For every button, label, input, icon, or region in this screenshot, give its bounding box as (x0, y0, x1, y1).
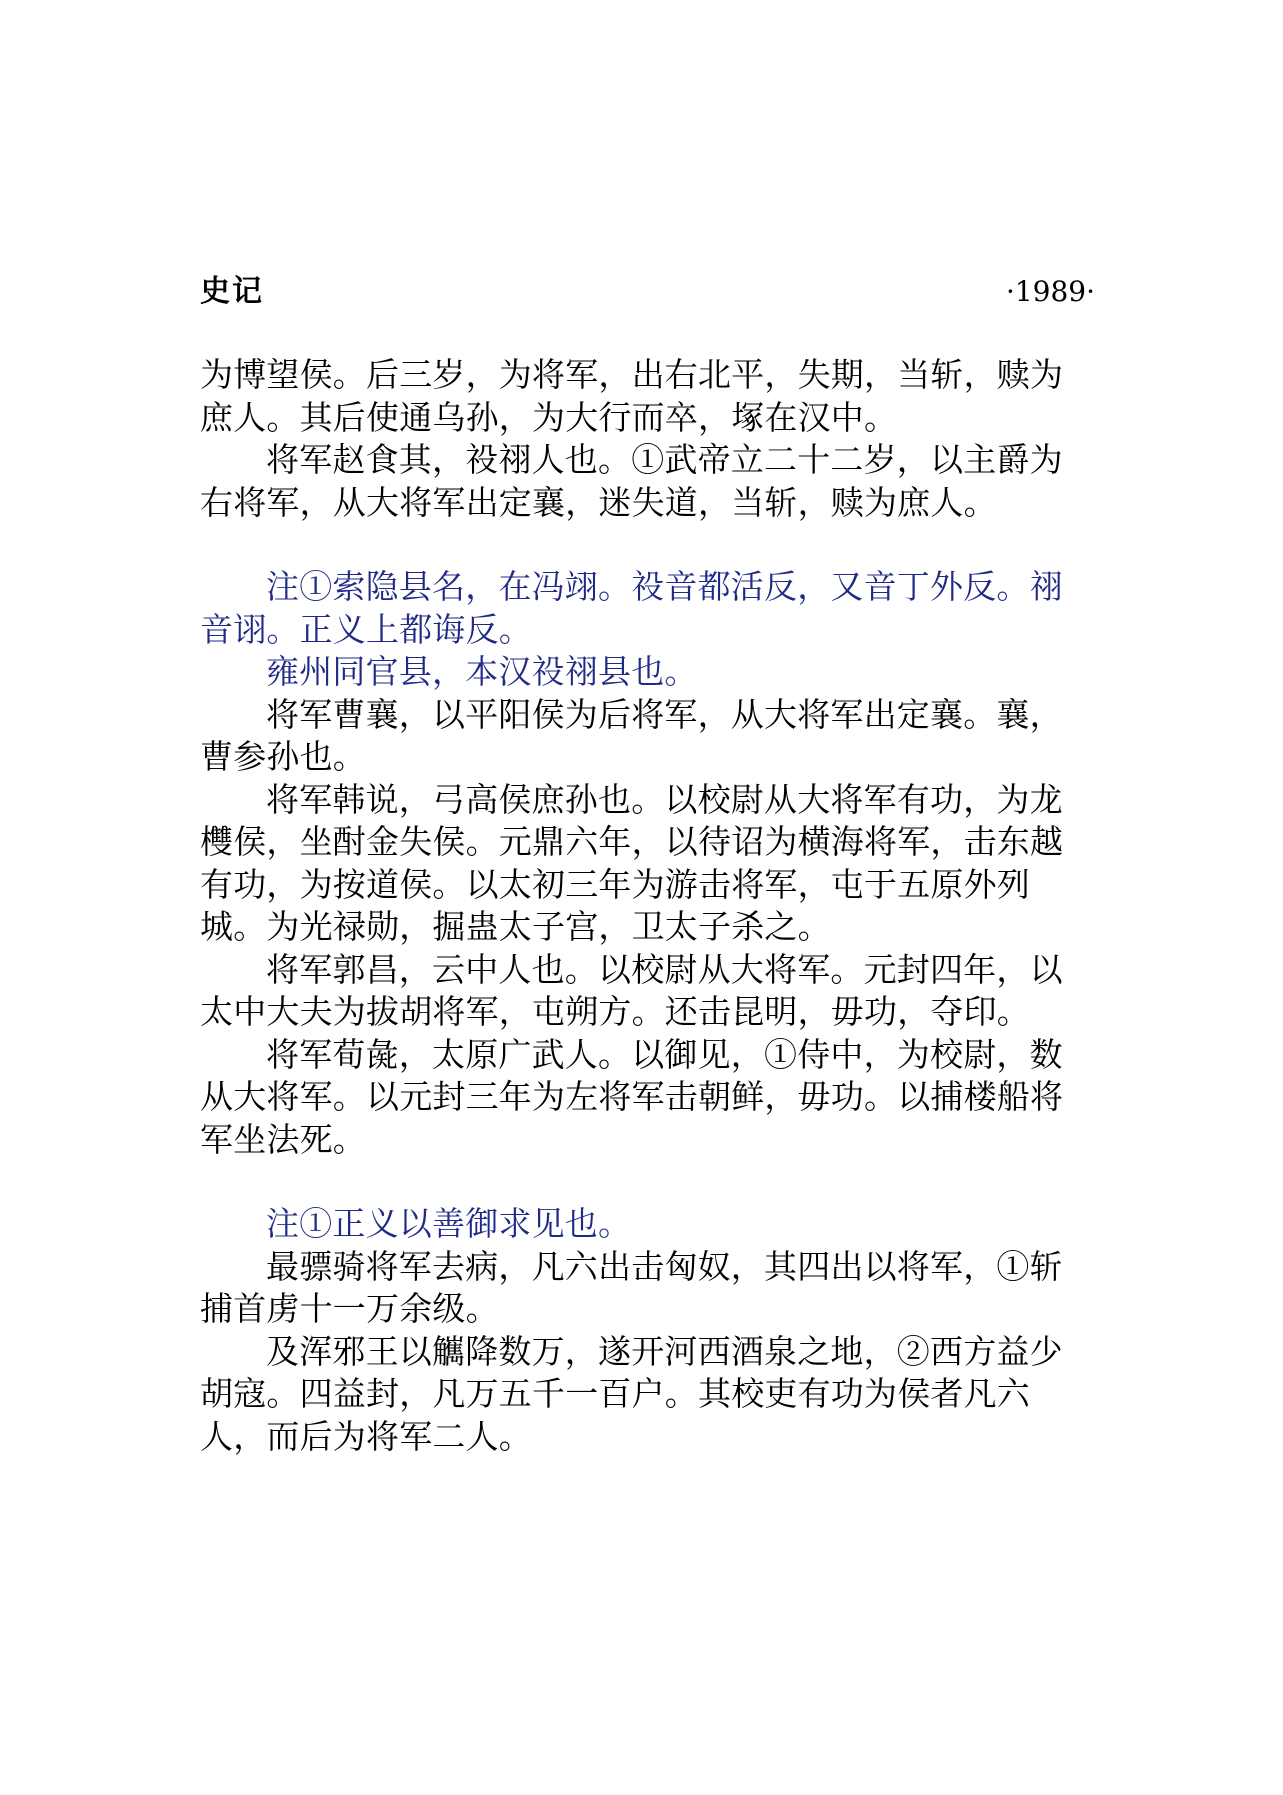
body-paragraph: 将军荀彘，太原广武人。以御见，①侍中，为校尉，数从大将军。以元封三年为左将军击朝鲜，毋功。以捕楼船将军坐法死。 (200, 1034, 1064, 1159)
annotation-paragraph: 雍州同官县，本汉祋祤县也。 (266, 652, 698, 691)
body-paragraph: 将军韩说，弓高侯庶孙也。以校尉从大将军有功，为龙欆侯，坐酎金失侯。元鼎六年，以待诏为横海将军，击东越有功，为按道侯。以太初三年为游击将军，屯于五原外列城。为光禄勋，掘蛊太子宫，卫太子杀之。 (200, 779, 1064, 946)
page-number: ·1989· (1005, 275, 1095, 308)
book-title: 史记 (200, 274, 264, 309)
body-paragraph: 及浑邪王以觽降数万，遂开河西酒泉之地，②西方益少胡寇。四益封，凡万五千一百户。其校吏有功为侯者凡六人，而后为将军二人。 (200, 1331, 1063, 1456)
body-paragraph: 为博望侯。后三岁，为将军，出右北平，失期，当斩，赎为庶人。其后使通乌孙，为大行而卒，塚在汉中。 (200, 355, 1064, 437)
body-paragraph: 最骠骑将军去病，凡六出击匈奴，其四出以将军，①斩捕首虏十一万余级。 (200, 1246, 1063, 1328)
section-gap (200, 524, 1095, 566)
body-paragraph: 将军赵食其，祋祤人也。①武帝立二十二岁，以主爵为右将军，从大将军出定襄，迷失道，当斩，赎为庶人。 (200, 440, 1063, 522)
annotation-paragraph: 注①索隐县名，在冯翊。祋音都活反，又音丁外反。祤音诩。正义上都诲反。 (200, 567, 1063, 649)
page-header (200, 270, 1095, 314)
section-gap (200, 1161, 1095, 1203)
main-text (200, 354, 1095, 1458)
annotation-paragraph: 注①正义以善御求见也。 (266, 1204, 632, 1243)
body-paragraph: 将军曹襄，以平阳侯为后将军，从大将军出定襄。襄，曹参孙也。 (200, 694, 1063, 776)
body-paragraph: 将军郭昌，云中人也。以校尉从大将军。元封四年，以太中大夫为拔胡将军，屯朔方。还击昆明，毋功，夺印。 (200, 949, 1063, 1031)
